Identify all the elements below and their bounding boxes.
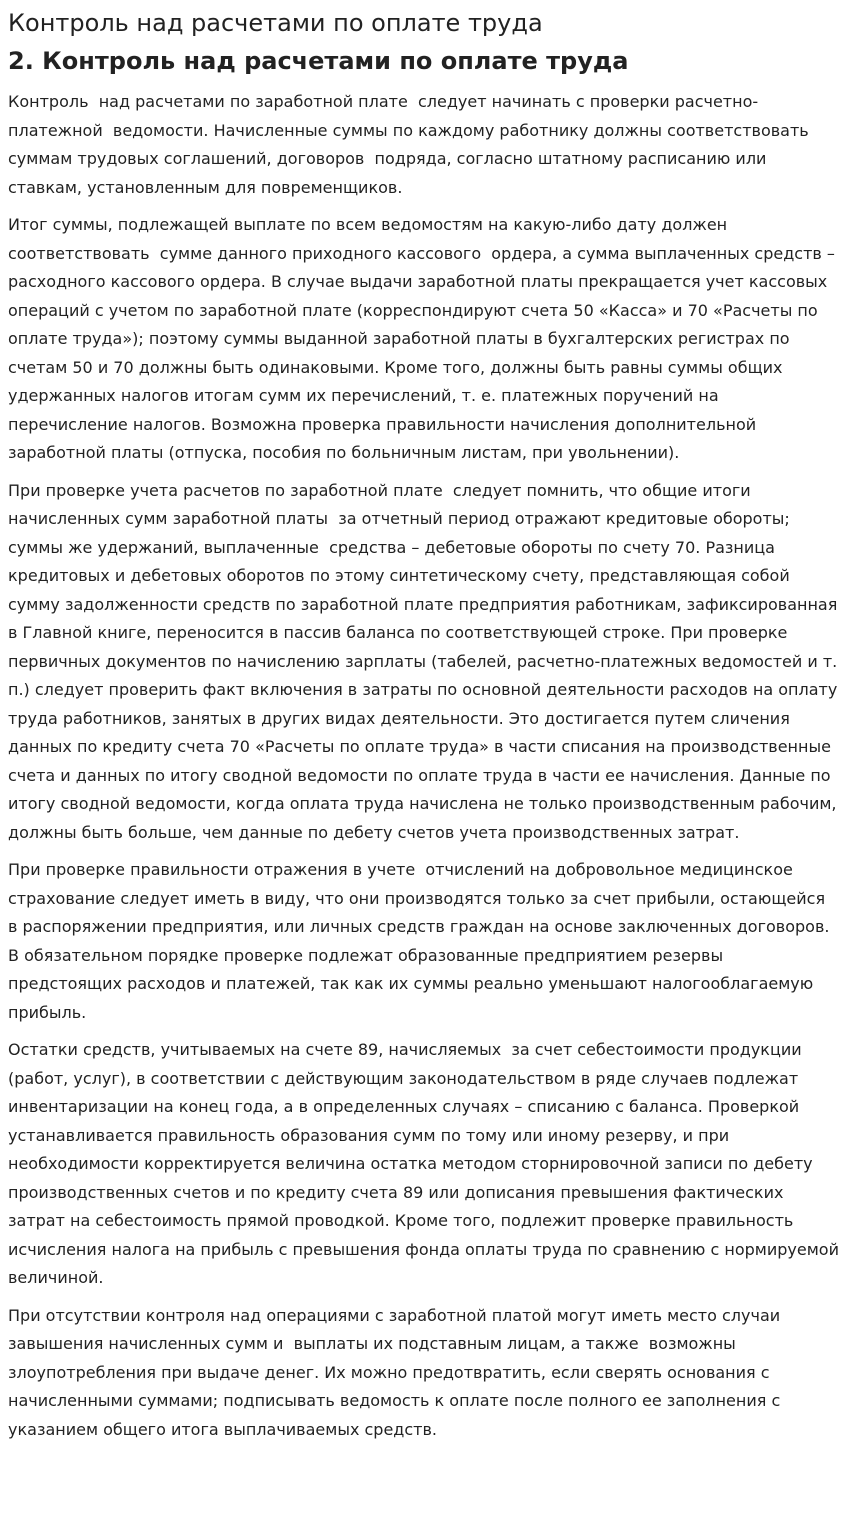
paragraph-5: Остатки средств, учитываемых на счете 89, начисляемых за счет себестоимости продукции (работ, услуг), в соответствии с действующим законодательством в ряде случаев подлежат инвентаризации на конец года, а в определенных случаях – списанию с баланса. Проверкой устанавливается правильность образования сумм по тому или иному резерву, и при необходимости корректируется величина остатка методом сторнировочной записи по дебету производственных счетов и по кредиту счета 89 или дописания превышения фактических затрат на себестоимость прямой проводкой. Кроме того, подлежит проверке правильность исчисления налога на прибыль с превышения фонда оплаты труда по сравнению с нормируемой величиной.	[8, 1040, 845, 1287]
page-title: Контроль над расчетами по оплате труда	[8, 9, 543, 37]
paragraph-3: При проверке учета расчетов по заработной плате следует помнить, что общие итоги начисленных сумм заработной платы за отчетный период отражают кредитовые обороты; суммы же удержаний, выплаченные средства – дебетовые обороты по счету 70. Разница кредитовых и дебетовых оборотов по этому синтетическому счету, представляющая собой сумму задолженности средств по заработной плате предприятия работникам, зафиксированная в Главной книге, переносится в пассив баланса по соответствующей строке. При проверке первичных документов по начислению зарплаты (табелей, расчетно-платежных ведомостей и т. п.) следует проверить факт включения в затраты по основной деятельности расходов на оплату труда работников, занятых в других видах деятельности. Это достигается путем сличения данных по кредиту счета 70 «Расчеты по оплате труда» в части списания на производственные счета и данных по итогу сводной ведомости по оплате труда в части ее начисления. Данные по итогу сводной ведомости, когда оплата труда начислена не только производственным рабочим, должны быть больше, чем данные по дебету счетов учета производственных затрат.	[8, 480, 843, 842]
paragraph-1: Контроль над расчетами по заработной плате следует начинать с проверки расчетно-платежной ведомости. Начисленные суммы по каждому работнику должны соответствовать суммам трудовых соглашений, договоров подряда, согласно штатному расписанию или ставкам, установленным для повременщиков.	[8, 92, 814, 197]
paragraph-4: При проверке правильности отражения в учете отчислений на добровольное медицинское страхование следует иметь в виду, что они производятся только за счет прибыли, остающейся в распоряжении предприятия, или личных средств граждан на основе заключенных договоров. В обязательном порядке проверке подлежат образованные предприятием резервы предстоящих расходов и платежей, так как их суммы реально уменьшают налогооблагаемую прибыль.	[8, 860, 835, 1022]
paragraph-6: При отсутствии контроля над операциями с заработной платой могут иметь место случаи завышения начисленных сумм и выплаты их подставным лицам, а также возможны злоупотребления при выдаче денег. Их можно предотвратить, если сверять основания с начисленными суммами; подписывать ведомость к оплате после полного ее заполнения с указанием общего итога выплачиваемых средств.	[8, 1305, 786, 1439]
paragraph-2: Итог суммы, подлежащей выплате по всем ведомостям на какую-либо дату должен соответствовать сумме данного приходного кассового ордера, а сумма выплаченных средств – расходного кассового ордера. В случае выдачи заработной платы прекращается учет кассовых операций с учетом по заработной плате (корреспондируют счета 50 «Касса» и 70 «Расчеты по оплате труда»); поэтому суммы выданной заработной платы в бухгалтерских регистрах по счетам 50 и 70 должны быть одинаковыми. Кроме того, должны быть равны суммы общих удержанных налогов итогам сумм их перечислений, т. е. платежных поручений на перечисление налогов. Возможна проверка правильности начисления дополнительной заработной платы (отпуска, пособия по больничным листам, при увольнении).	[8, 215, 840, 462]
section-heading: 2. Контроль над расчетами по оплате труда	[8, 47, 629, 75]
